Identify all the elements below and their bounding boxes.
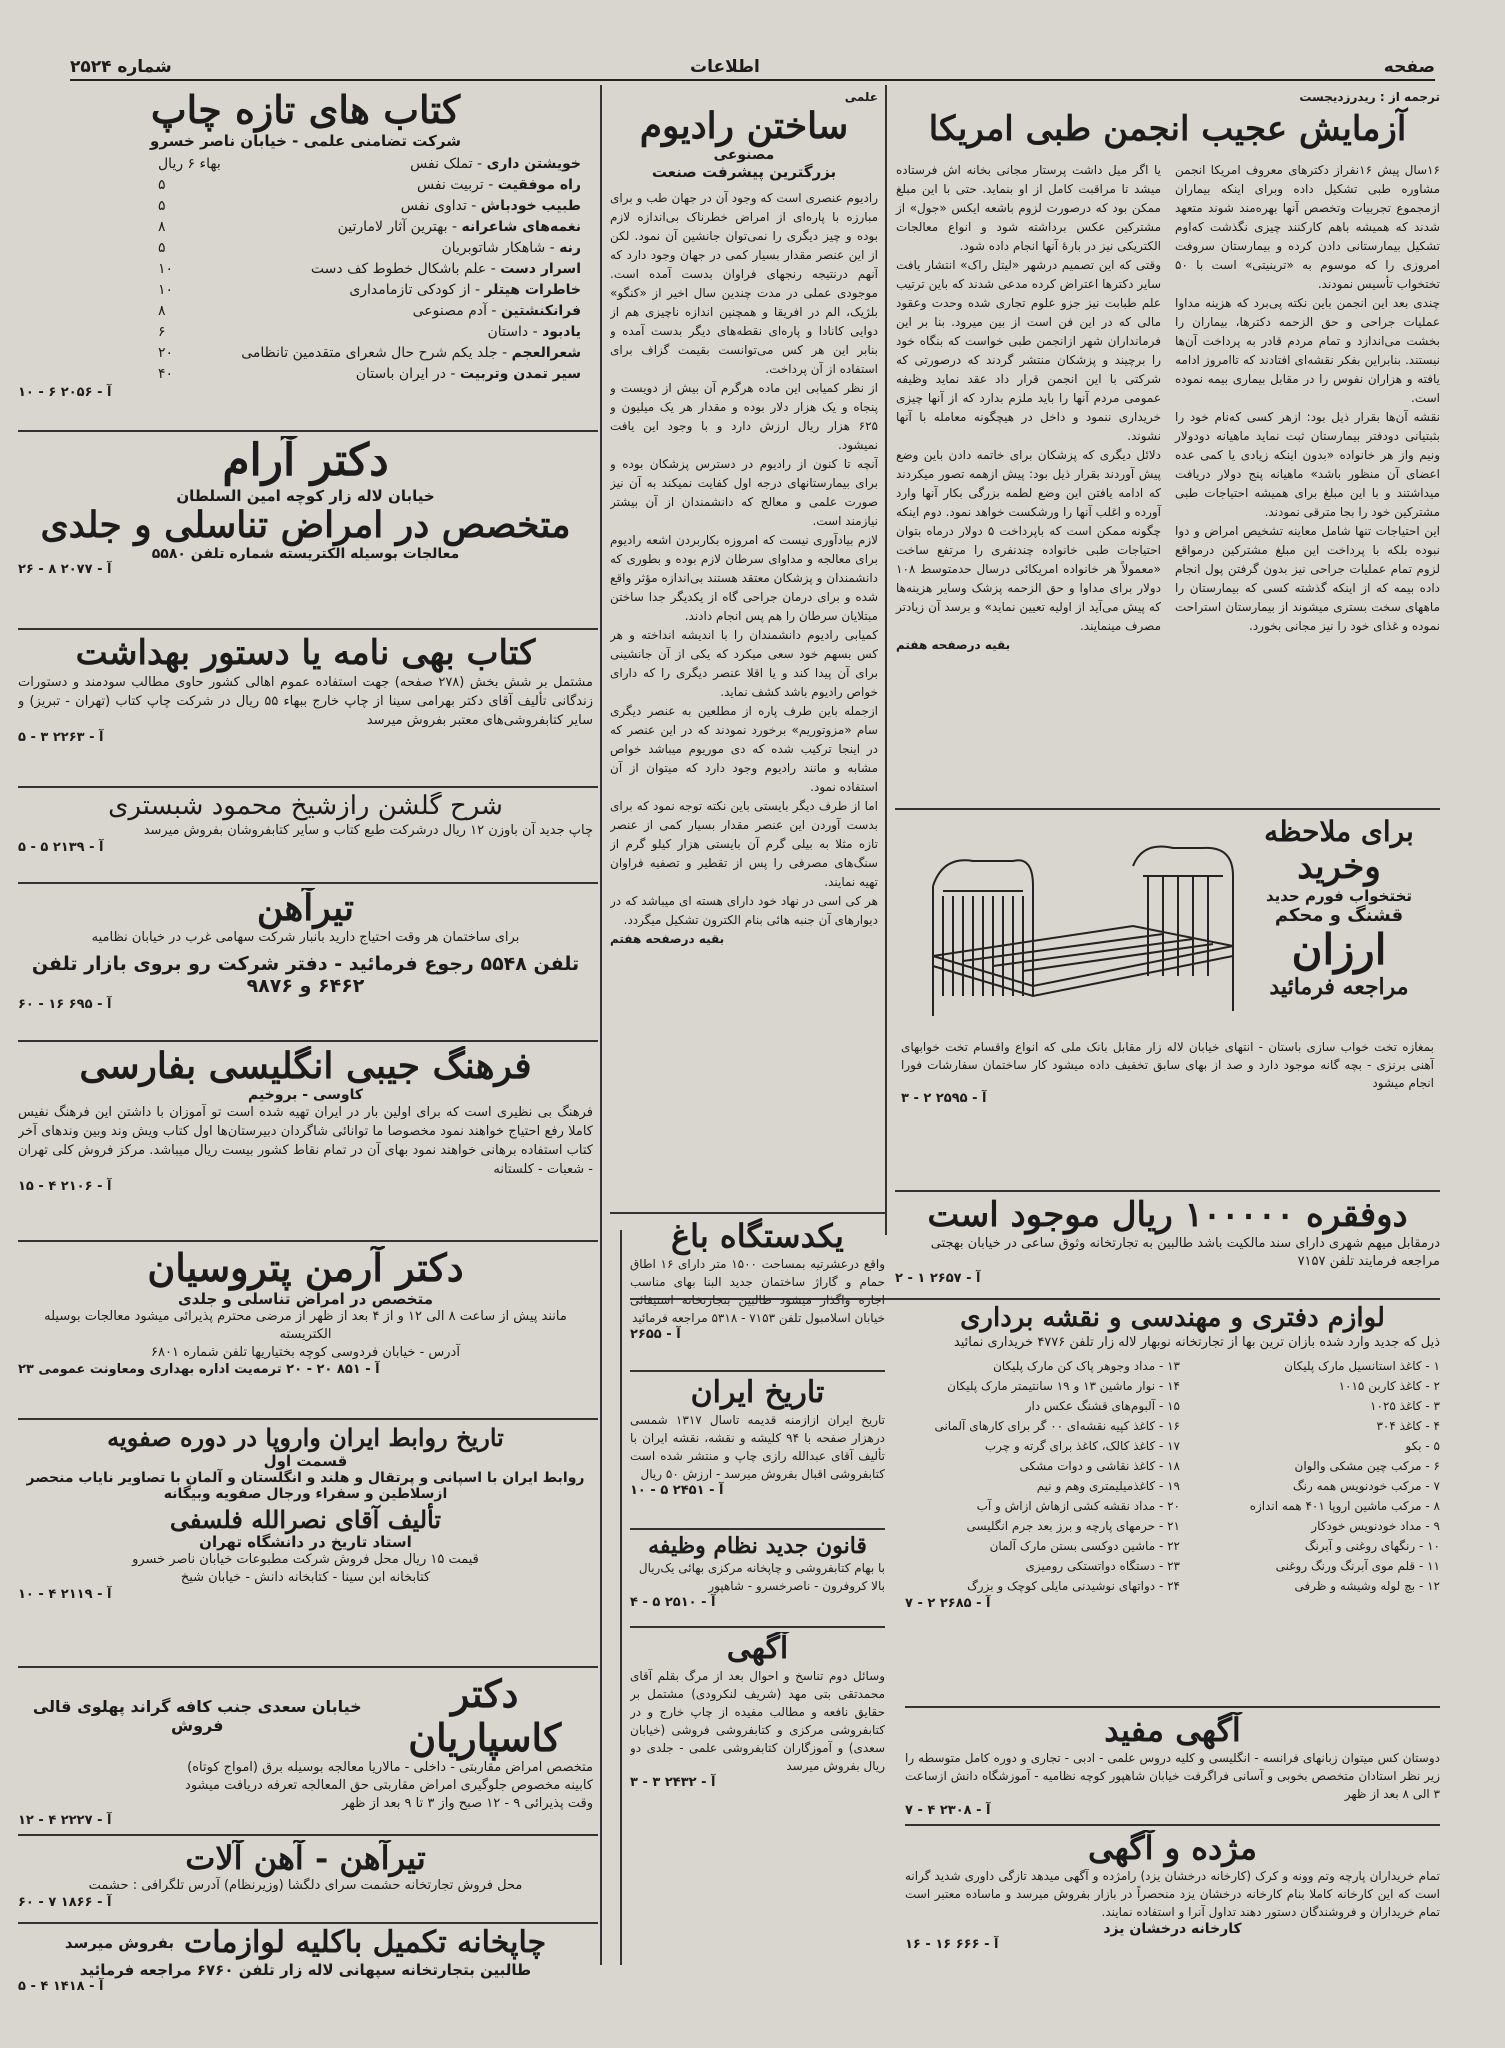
separator <box>630 1528 885 1530</box>
separator <box>18 1922 598 1924</box>
list-item: ۲۰ - مداد نقشه کشی ازهاش ازاش و آب <box>976 1498 1180 1513</box>
book-row: سیر تمدن وتربیت - در ایران باستان ۴۰ <box>158 365 581 382</box>
separator <box>18 1666 598 1668</box>
book-list <box>18 150 593 385</box>
ad-stationery <box>905 1304 1440 1704</box>
list-item: ۳ - کاغذ ۱۰۲۵ <box>1370 1398 1440 1413</box>
issue-number: شماره ۲۵۲۴ <box>70 57 172 77</box>
ad-text: با بهام کتابفروشی و چاپخانه مرکزی بهائی یک‌ریال بالا کروفرون - ناصرخسرو - شاهپور <box>638 1561 885 1594</box>
separator <box>630 1626 885 1628</box>
separator <box>18 786 598 788</box>
article-paragraph: اما از طرف دیگر بایستی باین نکته توجه نمود که برای بدست آوردن این عنصر مقدار بسیار کمی از عنصر تازه مثلا به بیلی گرم آن بایستی هزار کیلو گرم از سنگ‌های مصرفی را پس از تقطیر و تصفیه فراوان تهیه نمایند. <box>610 799 878 890</box>
list-item: ۸ - مرکب ماشین اروپا ۴۰۱ همه اندازه <box>1249 1498 1440 1513</box>
article-paragraph: آنچه تا کنون از رادیوم در دسترس پزشکان بوده و برای بیمارستانهای درجه اول کفایت نمیکند به آن نیز صورت علمی و معالج که دانشمندان از آن بیشتر نیازمند است. <box>610 457 878 529</box>
ad-title: آگهی مفید <box>1104 1712 1241 1749</box>
article-paragraph: چندی بعد این انجمن باین نکته پی‌برد که هزینه مداوا عملیات جراحی و حق الزحمه دکترها، بیماران را بخشت می‌اندازد و تمام مردم قادر به پرداخت آن‌ها نیستند. بنابراین بفکر نقشه‌ای افتادند که تاامروز ادامه یافته و هزاران نفوس را در مقابل بیماری بیمه نموده است. <box>1175 296 1440 406</box>
ad-text: محل فروش تجارتخانه حشمت سرای دلگشا (وزیرنظام) آدرس تلگرافی : حشمت <box>88 1877 523 1893</box>
ad-address: خیابان سعدی جنب کافه گراند پهلوی قالی فروش <box>32 1696 362 1735</box>
list-item: ۱۹ - کاغذمیلیمتری وهم و نیم <box>1036 1478 1180 1493</box>
list-item: ۱۱ - قلم موی آبرنگ ورنگ روغنی <box>1275 1558 1440 1573</box>
article-paragraph: نقشه آن‌ها بقرار ذیل بود: ازهر کسی که‌نام خود را بثبتیانی دودفتر بیمارستان ثبت نماید ماهیانه دودولار ونیم واز هر خانواده «بدون اینکه زیادی یا کمی عده اعضای آن منظور باشد» ماهیانه پنج دولار دریافت میداشتند و با این مبلغ برای همیشه احتیاجات طبی مشترکین خود را بجا مترقی نمودند. <box>1175 410 1440 520</box>
ad-title: لوازم دفتری و مهندسی و نقشه برداری <box>960 1304 1385 1333</box>
ad-code: آ - ۲۱۰۶ ۴ - ۱۵ <box>18 1179 112 1195</box>
article-paragraph: لازم بیادآوری نیست که امروزه بکاربردن اشعه رادیوم برای معالجه و مداوای سرطان لازم بوده و بطوری که دانشمندان و پزشکان معتقد هستند بی‌اندازه مؤثر واقع شده و برای درمان جراحی گاه از یکدیگر جدا ساختن مبتلایان سرطان را هم پس انجام دادند. <box>610 533 878 624</box>
ad-code: آ - ۲۶۸۵ ۲ - ۷ <box>905 1595 991 1611</box>
paper-name: اطلاعات <box>690 57 760 77</box>
ad-pocket-dictionary <box>18 1046 593 1238</box>
stationery-list-left <box>905 1356 1180 1596</box>
ad-text: فرهنگ بی نظیری است که برای اولین بار در ایران تهیه شده است تو آموزان با داشتن این فرهنگ نفیس کاملا رفع احتیاج خواهند نمود مخصوصا ما توانائی شاگردان دبیرستان‌ها اول کتاب ویش وند وبین وندهای آخر کتاب استفاده برهانی خواهند نمود بهای آن در تمام نقاط کشور بیست ریال میباشد. مرکز فروش کلی تهران - شعبات - کلستانه <box>18 1105 593 1178</box>
ad-title: آگهی <box>726 1632 789 1666</box>
bed-illustration <box>903 836 1243 1026</box>
ad-dr-aram <box>18 436 593 626</box>
book-row: یادبود - داستان ۶ <box>158 323 581 340</box>
separator <box>18 1240 598 1242</box>
ad-code: آ - ۲۵۹۵ ۲ - ۳ <box>901 1091 987 1106</box>
ad-code: آ - ۲۲۲۷ ۴ - ۱۲ <box>18 1813 112 1829</box>
ad-code: آ - ۲۵۱۰ ۵ - ۴ <box>630 1595 716 1611</box>
article-paragraph: دلائل دیگری که پزشکان برای خاتمه دادن باین وضع پیش آوردند بقرار ذیل بود: پیش ازهمه تصور میکردند که ادامه یافتن این وضع لطمه بزرگی بکار آنها وارد آورده و اغلب آنها را ورشکست خواهد نمود. دوم اینکه چگونه ممکن است که باپرداخت ۵ دولار درماه بتوان احتیاجات طبی خانواده چندنفری را مرتفع ساخت «معمولاً هر خانواده امریکائی درسال حدمتوسط ۱۰۸ دولار برای مداوا و حق الزحمه پزشک وسایر هزینه‌ها که پیش می‌آید از اولیه تعیین نماید» و برسد آن زیادتر مصرف مینمایند. <box>896 448 1161 634</box>
list-item: ۱۳ - مداد وجوهر پاک کن مارک پلیکان <box>993 1358 1180 1373</box>
article-paragraph: ۱۶سال پیش ۱۶نفراز دکترهای معروف امریکا انجمن مشاوره طبی تشکیل داده وبرای اینکه بیماران ازمجموع تجربیات وتخصص آنها بهره‌مند شوند متعهد شدند که همیشه باهم کارکنند چیزی نگذشت که‌اوم تشکیل بیمارستانی دادن کرده و بیمارستان سروفت امروزی را که موسوم به «ترینیتی» است با ۵۰ تختخواب تأسیس نمودند. <box>1175 163 1440 292</box>
article-paragraph: از نظر کمیابی این ماده هرگرم آن بیش از دویست و پنجاه و یک هزار دلار بوده و مقدار هر یک میلیون و ۶۲۵ هزار ریال ارزش دارد و با وجود این یافت نمیشود. <box>610 381 878 453</box>
ad-text: معالجات بوسیله الکتریسته شماره تلفن ۵۵۸۰ <box>151 545 460 562</box>
ad-price: قیمت ۱۵ ریال محل فروش شرکت مطبوعات خیابان ناصر خسرو <box>132 1552 479 1568</box>
ad-new-books <box>18 88 593 428</box>
ad-signature: کارخانه درخشان یزد <box>1103 1920 1242 1937</box>
article-paragraph: رادیوم عنصری است که وجود آن در جهان طب و برای مبارزه با پاره‌ای از امراض خطرناک بی‌اندازه لازم بوده و چیز دیگری را نمی‌توان جانشین آن نمود. لکن از این عنصر مقدار بسیار کمی در جهان وجود دارد که آنهم درنتیجه رنجهای فراوان بدست آمده است. موجودی عملی در مدت چندین سال اخیر از «کنگو» بلژیک، الم در افریقا و همچنین اندازه ناچیزی هم از دوایی کانادا و پاره‌ای نقطه‌های دیگر بدست آمده و بنابر این هر کس می‌توانست بقیمت گزاف برای استفاده از آن پرداخت. <box>610 191 878 377</box>
column-rule-middle <box>885 85 887 1235</box>
list-item: ۱۸ - کاغذ نقاشی و دوات مشکی <box>1019 1458 1180 1473</box>
separator <box>18 1040 598 1042</box>
list-item: ۱۲ - بچ لوله وشیشه و ظرفی <box>1294 1578 1440 1593</box>
ad-title: قانون جدید نظام وظیفه <box>648 1534 867 1559</box>
article-radium <box>610 88 878 1208</box>
separator <box>905 1706 1440 1708</box>
article-paragraph: این احتیاجات تنها شامل معاینه تشخیص امراض و دوا نبوده بلکه با پرداخت این مبلغ مشترکین درمواقع لزوم تمام عملیات جراحی نیز بدون گرفتن پول انجام داده بیمه که از اینکه گذشته کسی که بیمارستان را ماههای سخت بستری میشوند از بیمارستان استراحت نموده و غذای خود را نیز مجانی بخورد. <box>1175 524 1440 634</box>
ad-book-notice <box>630 1632 885 1832</box>
ad-intro: ذیل که جدید وارد شده بازان ترین بها از تجارتخانه نوبهار لاله زار تلفن ۴۷۷۶ خریداری نمائید <box>953 1334 1440 1350</box>
list-item: ۱۵ - آلبوم‌های قشنگ عکس دار <box>1025 1398 1180 1413</box>
article-title: ساختن رادیوم <box>639 105 849 147</box>
article-paragraph: یا اگر میل داشت پرستار مجانی بخانه اش فرستاده میشد تا مراقبت کامل از او بنماید. حتی با این مبلغ ممکن بود که درصورت لزوم باشعه ایکس «جول» از مشترکین عکس برداشته شود و انواع معالجات الکتریکی نیز در بارهٔ آنها انجام داده شود. <box>896 163 1161 254</box>
ad-good-news <box>905 1830 1440 1990</box>
ad-history-relations <box>18 1424 593 1664</box>
ad-title: چاپخانه تکمیل باکلیه لوازمات <box>184 1926 547 1960</box>
continued-note: بقیه درصفحه هفتم <box>610 932 725 947</box>
ad-publisher: شرکت تضامنی علمی - خیابان ناصر خسرو <box>150 131 461 150</box>
ad-author: کاوسی - بروخیم <box>247 1087 364 1104</box>
ad-line: قشنگ و محکم <box>1274 905 1404 927</box>
ad-dr-kasparian <box>18 1672 593 1832</box>
ad-text: تاریخ ایران ازازمنه قدیمه تاسال ۱۳۱۷ شمسی درهزار صفحه با ۹۴ کلیشه و نقشه، نقشه ایران با تألیف آقای عبدالله رازی چاپ و منتشر شده است کتابفروشی اقبال بفروش میرسد - ارزش ۵۰ ریال <box>630 1412 885 1481</box>
ad-garden <box>630 1218 885 1368</box>
ad-title: دکتر کاسپاریان <box>408 1672 562 1760</box>
article-subtitle: مصنوعی <box>713 147 775 164</box>
ad-code: آ - ۲۶۵۷ ۱ - ۲ <box>895 1271 981 1287</box>
list-item: ۱۴ - نوار ماشین ۱۳ و ۱۹ سانتیمتر مارک پلیکان <box>947 1378 1180 1393</box>
ad-line: برای ملاحظه <box>1264 816 1414 848</box>
ad-address: خیابان لاله زار کوچه امین السلطان <box>176 486 435 505</box>
list-item: ۱۷ - کاغذ کالک، کاغذ برای گرته و چرب <box>984 1438 1180 1453</box>
ad-title: دکتر آرام <box>222 436 389 486</box>
article-paragraph: هر کی اسی در نهاد خود دارای هسته ای میباشد که در دیوارهای آن جنبه هائی بنام الکترون تشکیل میگردد. <box>610 894 878 928</box>
ad-iron-beams <box>18 888 593 1038</box>
book-row: اسرار دست - علم باشکال خطوط کف دست ۱۰ <box>158 260 581 277</box>
ad-subtitle: بفروش میرسد <box>64 1934 175 1953</box>
ad-dr-petrosian <box>18 1246 593 1416</box>
ad-text: کابینه مخصوص جلوگیری امراض مقاربتی حق المعالجه تعرفه دریافت میشود <box>185 1778 593 1794</box>
ad-text: مانند پیش از ساعت ۸ الی ۱۲ و از ۴ بعد از ظهر از مرضی محترم پذیرائی میشود معالجات بوسیله الکتریسته <box>44 1308 567 1342</box>
article-title: آزمایش عجیب انجمن طبی امریکا <box>928 109 1407 149</box>
ad-iran-history <box>630 1376 885 1526</box>
ad-line: وخرید <box>1297 847 1381 888</box>
ad-code: آ - ۲۶۵۵ <box>630 1326 681 1342</box>
ad-title: کتاب بهی نامه یا دستور بهداشت <box>75 634 536 673</box>
ad-title: تاریخ روابط ایران واروپا در دوره صفویه <box>107 1424 504 1452</box>
ad-specialty: متخصص در امراض تناسلی و جلدی <box>177 1289 434 1308</box>
separator <box>18 1834 598 1836</box>
book-row: شعرالعجم - جلد یکم شرح حال شعرای متقدمین تانظامی ۲۰ <box>158 344 581 361</box>
ad-code: آ - ۲۱۳۹ ۵ - ۵ <box>18 839 104 855</box>
list-item: ۲۲ - ماشین دوکسی بستن مارک آلمان <box>989 1538 1180 1553</box>
separator <box>895 1190 1440 1192</box>
book-row: خویشتن داری - تملک نفس بهاء ۶ ریال <box>158 155 581 172</box>
article-paragraph: کمیابی رادیوم دانشمندان را با اندیشه انداخته و هر کس بسهم خود سعی میکرد که یکی از آن جانشینی برای آن پیدا کند و یا اقلا عنصر دیگری را که دارای خواص رادیوم باشد کشف نماید. <box>610 628 878 700</box>
ad-code: آ - ۲۴۳۲ ۳ - ۳ <box>630 1774 716 1790</box>
stationery-list-right <box>1190 1356 1440 1596</box>
column-rule-mid-lower <box>620 1230 622 1965</box>
continued-note: بقیه درصفحه هفتم <box>896 638 1011 653</box>
ad-text: دوستان کس میتوان زبانهای فرانسه - انگلیسی و کلیه دروس علمی - ادبی - تجاری و دوره کامل متوسطه را زیر نظر استادان متخصص بخوبی و آسانی فراگرفت خیابان شاهپور کوچه نظامیه - آموزشگاه دانش ازساعت ۳ الی ۸ بعد از ظهر <box>905 1750 1440 1801</box>
separator <box>630 1370 885 1372</box>
list-item: ۱ - کاغذ استانسیل مارک پلیکان <box>1284 1358 1440 1373</box>
ad-iron-beds <box>895 816 1440 1106</box>
ad-text: درمقابل میهم شهری دارای سند مالکیت باشد طالبین به تجارتخانه وثوق ساعی در خیابان بهجتی مراجعه فرمایند تلفن ۷۱۵۷ <box>930 1236 1440 1270</box>
list-item: ۴ - کاغذ ۳۰۴ <box>1376 1418 1440 1433</box>
separator <box>18 430 598 432</box>
list-item: ۶ - مرکب چین مشکی والوان <box>1294 1458 1440 1473</box>
ad-golshan-raz <box>18 792 593 880</box>
ad-conscription-law <box>630 1534 885 1624</box>
ad-text: تمام خریداران پارچه وتم وونه و کرک (کارخانه درخشان یزد) رامژده و آگهی میدهد تازگی داوری شدید گرانه است که این کارخانه کاملا بنام کارخانه درخشان یزد منحصراً در بازار بفروش میرسد و ماساده معتبر است تمام خریداران و فروشندگان دستور دهند تداول آنرا و استفاده نمایند. <box>905 1868 1440 1919</box>
ad-code: آ - ۲۱۱۹ ۴ - ۱۰ <box>18 1587 112 1603</box>
ad-code: آ - ۲۰۵۶ ۶ - ۱۰ <box>18 384 112 400</box>
separator <box>610 1212 885 1214</box>
ad-text: مشتمل بر شش بخش (۲۷۸ صفحه) جهت استفاده عموم اهالی کشور حاوی مطالب سودمند و دستورات زندگانی تألیف آقای دکتر بهرامی سینا از چاپ خارج ببهاء ۵۵ ریال در شرکت چاپ کتاب (تهران - تبریز) و سایر کتابفروشی‌های معتبر بفروش میرسد <box>18 675 593 729</box>
ad-author-title: استاد تاریخ در دانشگاه تهران <box>199 1533 412 1552</box>
ad-line: مراجعه فرمائید <box>1269 973 1409 1000</box>
article-paragraph: ازجمله باین طرف پاره از مطلعین به عنصر دیگری سام «مزوتوریم» برخورد نمودند که در این عنصر که در اینجا ترکیب شده که دی موریوم میباشد خواص مشابه و مانند رادیوم وجود دارد که میتوان از آن استفاده نمود. <box>610 704 878 795</box>
ad-code: آ - ۸۵۱ ۲۰ - ۲۰ ترمه‌یت اداره بهداری ومعاونت عمومی ۲۳ <box>18 1361 380 1377</box>
ad-author: تألیف آقای نصرالله فلسفی <box>169 1504 442 1534</box>
ad-code: آ - ۲۴۵۱ ۵ - ۱۰ <box>630 1482 724 1498</box>
ad-code: آ - ۶۶۶ ۱۶ - ۱۶ <box>905 1936 999 1952</box>
ad-title: دوفقره ۱۰۰۰۰۰ ریال موجود است <box>927 1196 1408 1235</box>
ad-phones: تلفن ۵۵۴۸ رجوع فرمائید - دفتر شرکت رو بروی بازار تلفن ۶۴۶۲ و ۹۸۷۶ <box>31 953 580 998</box>
ad-part: قسمت اول <box>263 1451 348 1470</box>
book-row: خاطرات هیتلر - از کودکی تازمامداری ۱۰ <box>158 281 581 298</box>
list-item: ۹ - مداد خودنویس خودکار <box>1311 1518 1440 1533</box>
ad-text: وسائل دوم تناسخ و احوال بعد از مرگ بقلم آقای محمدتقی بتی مهد (شریف لنکرودی) مشتمل بر حقایق نافعه و مطالب مفیده از چاپ خارج و در کتابفروشی مرکزی و کتابفروشی فروشی (خیابان سعدی) و آموزگاران کتابفروشی علمی - جلدی دو ریال بفروش میرسد <box>630 1668 885 1773</box>
ad-title: شرح گلشن رازشیخ محمود شبستری <box>108 792 503 821</box>
book-row: نغمه‌های شاعرانه - بهترین آثار لامارتین ۸ <box>158 218 581 235</box>
ad-title: فرهنگ جیبی انگلیسی بفارسی <box>79 1046 532 1087</box>
ad-code: آ - ۶۹۵ ۱۶ - ۶۰ <box>18 997 112 1013</box>
book-row: رنه - شاهکار شاتوبریان ۵ <box>158 239 581 256</box>
ad-shops: کتابخانه ابن سینا - کتابخانه دانش - خیابان شیخ <box>180 1570 431 1586</box>
list-item: ۱۰ - رنگهای روغنی و آبرنگ <box>1304 1538 1440 1553</box>
ad-line: تختخواب فورم حدید <box>1265 887 1413 906</box>
ad-address: آدرس - خیابان فردوسی کوچه بختیاریها تلفن شماره ۶۸۰۱ <box>151 1344 460 1360</box>
list-item: ۲۴ - دواتهای نوشیدنی مایلی کوچک و بزرگ <box>967 1578 1180 1593</box>
ad-title: کتاب های تازه چاپ <box>150 88 461 132</box>
article-paragraph: وقتی که این تصمیم درشهر «لیتل راک» انتشار یافت سایر دکترها اعتراض کرده مدعی شدند که باین ترتیب علم طبابت نیز جزو علوم تجاری شده وحدت وعقود مالی که در این فن است از بین میرود. بنا بر این فرمانداران شهر ازانجمن طبی خواست که بنگاه خود را برچیند و پزشکان منتشر گردند که درصورتی که شرکتی با این انجمن قرار داد عقد نماید وظیفه عمومی مردم آنها را باید ملزم بدارد که از آنها چیزی خریداری ننمود و داخل در هیچگونه معامله با آنها نشوند. <box>896 258 1161 444</box>
article-ama <box>895 88 1440 843</box>
separator <box>18 882 598 884</box>
ad-useful-notice <box>905 1712 1440 1822</box>
column-rule-left <box>600 85 602 1965</box>
list-item: ۵ - بکو <box>1405 1438 1440 1453</box>
ad-text: بمغازه تخت خواب سازی باستان - انتهای خیابان لاله زار مقابل بانک ملی که انواع واقسام تخت خوابهای آهنی برنزی - بچه گانه موجود دارد و صد از بهای سابق تخفیف داده میشود کار ساختمان سفارشات فورا انجام میشود <box>901 1040 1434 1090</box>
ad-code: آ - ۲۳۰۸ ۴ - ۷ <box>905 1802 991 1818</box>
ad-line: ارزان <box>1291 925 1387 975</box>
separator <box>905 1824 1440 1826</box>
page-label: صفحه <box>1383 57 1435 77</box>
ad-title: یکدستگاه باغ <box>671 1218 844 1255</box>
ad-printing-house <box>18 1926 593 2006</box>
separator <box>895 808 1440 810</box>
article-kicker: علمی <box>844 90 878 104</box>
ad-text: روابط ایران با اسپانی و پرتقال و هلند و انگلستان و آلمان با تصاویر نایاب منحصر ازسلاطین و سفراء ورجال صفویه وبیگانه <box>26 1469 585 1502</box>
ad-loan-offer <box>895 1196 1440 1296</box>
ad-text: طالبین بتجارتخانه سپهانی لاله زار تلفن ۶۷۶۰ مراجعه فرمائید <box>79 1960 532 1979</box>
ad-title: تیرآهن - آهن آلات <box>185 1840 426 1877</box>
page-header <box>70 55 1435 81</box>
article-subtitle: بزرگترین پیشرفت صنعت <box>651 163 837 182</box>
ad-iron-supplies <box>18 1840 593 1920</box>
list-item: ۱۶ - کاغذ کپیه نقشه‌ای ۰۰ گر برای کارهای آلمانی <box>934 1418 1180 1433</box>
ad-hours: وقت پذیرائی ۹ - ۱۲ صبح واز ۳ تا ۹ بعد از ظهر <box>342 1796 593 1812</box>
ad-text: چاپ جدید آن باوزن ۱۲ ریال درشرکت طبع کتاب و سایر کتابفروشان بفروش میرسد <box>143 822 593 838</box>
book-row: فرانکنشتین - آدم مصنوعی ۸ <box>158 302 581 319</box>
ad-text: واقع درعشرتیه بمساحت ۱۵۰۰ متر دارای ۱۶ اطاق حمام و گاراژ ساختمان جدید البنا بهای مناسب اجاره واگذار میشود طالبین بتجارتخانه استیفائی خیابان اسلامبول تلفن ۷۱۵۳ - ۵۳۱۸ مراجعه فرمائید <box>630 1256 885 1325</box>
list-item: ۷ - مرکب خودنویس همه رنگ <box>1292 1478 1440 1493</box>
ad-title: دکتر آرمن پتروسیان <box>147 1246 464 1290</box>
separator <box>18 1418 598 1420</box>
ad-title: تاریخ ایران <box>690 1376 825 1410</box>
separator <box>18 628 598 630</box>
book-row: راه موفقیت - تربیت نفس ۵ <box>158 176 581 193</box>
ad-code: آ - ۱۴۱۸ ۴ - ۵ <box>18 1978 104 1994</box>
list-item: ۲۱ - حرمهای پارچه و برز بعد جرم انگلیسی <box>966 1518 1180 1533</box>
ad-code: آ - ۲۰۷۷ ۸ - ۲۶ <box>18 561 112 577</box>
article-kicker: ترجمه از : ریدرزدیجست <box>1299 90 1440 104</box>
list-item: ۲ - کاغذ کاربن ۱۰۱۵ <box>1338 1378 1440 1393</box>
ad-text: برای ساختمان هر وقت احتیاج دارید بانبار شرکت سهامی غرب در خیابان نظامیه <box>91 930 520 946</box>
ad-behi-book <box>18 634 593 784</box>
ad-code: آ - ۱۸۶۶ ۷ - ۶۰ <box>18 1894 112 1910</box>
ad-code: آ - ۲۲۶۳ ۳ - ۵ <box>18 730 104 746</box>
book-row: طبیب خودباش - تداوی نفس ۵ <box>158 197 581 214</box>
ad-title: مژده و آگهی <box>1087 1830 1258 1867</box>
list-item: ۲۳ - دستگاه دواتستکی رومیزی <box>1025 1558 1180 1573</box>
ad-specialty: متخصص در امراض تناسلی و جلدی <box>40 503 571 546</box>
ad-title: تیرآهن <box>256 888 355 929</box>
ad-specialty: متخصص امراض مقاربتی - داخلی - مالاریا معالجه بوسیله برق (امواج کوتاه) <box>187 1760 593 1776</box>
